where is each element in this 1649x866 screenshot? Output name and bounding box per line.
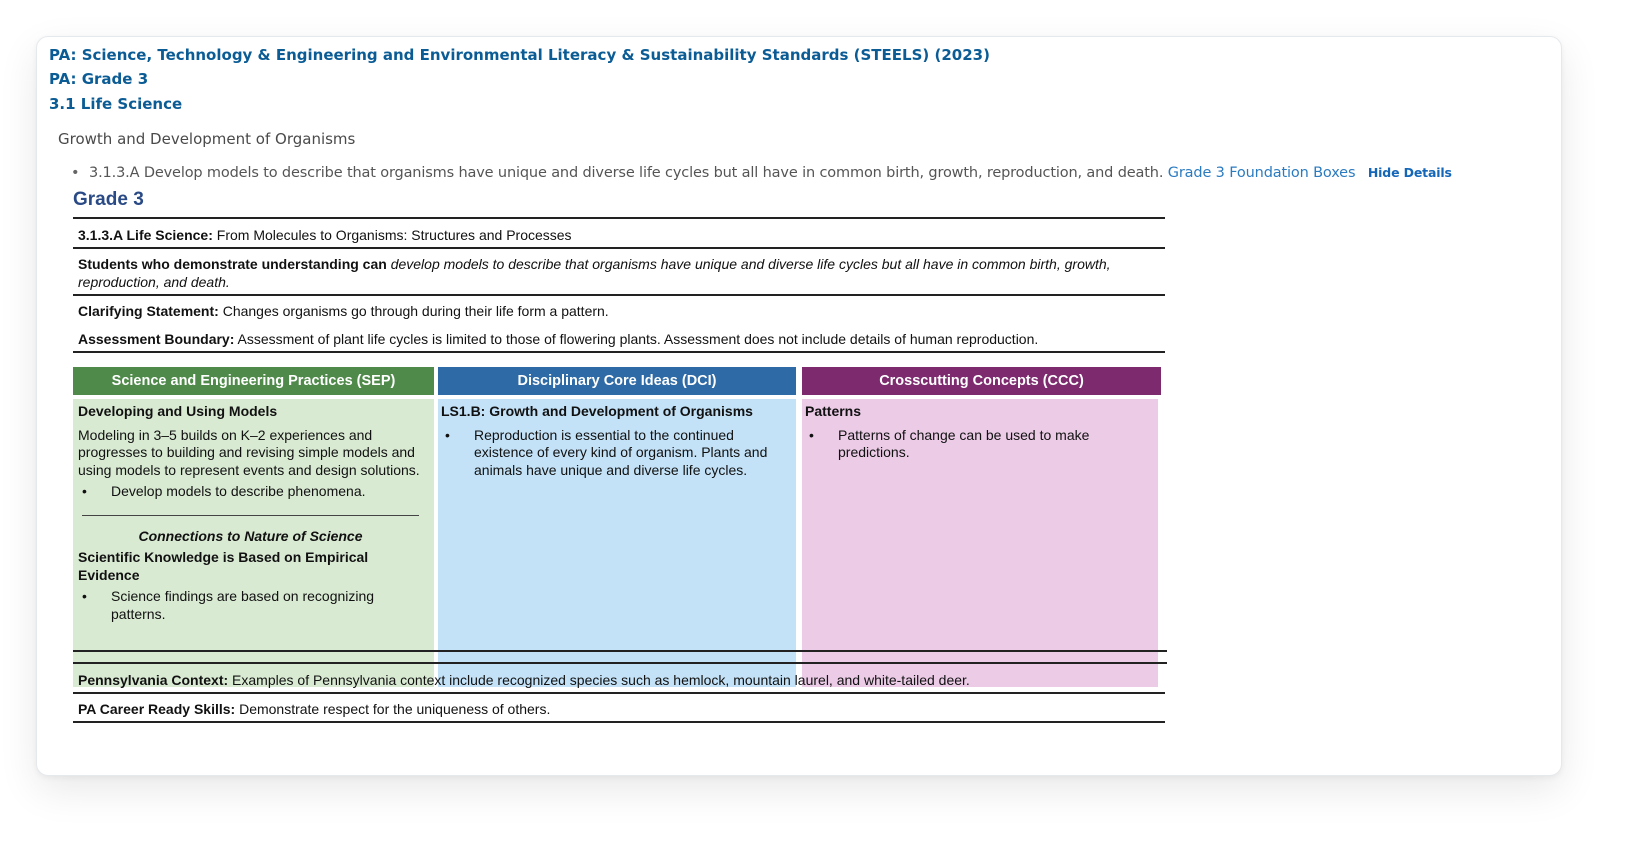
- sep-bullet: • Develop models to describe phenomena.: [78, 483, 423, 501]
- divider: [73, 650, 1167, 652]
- boundary-text: Assessment of plant life cycles is limited to those of flowering plants. Assessment does not include details of human reproduction.: [237, 331, 1039, 347]
- career-label: PA Career Ready Skills:: [78, 701, 236, 717]
- standard-item: [71, 165, 1452, 181]
- career-ready-skills: [78, 700, 1168, 718]
- sep-title: Developing and Using Models: [78, 403, 278, 419]
- ccc-title: Patterns: [805, 403, 862, 419]
- students-label: Students who demonstrate understanding can: [78, 256, 387, 272]
- divider: [82, 515, 419, 516]
- bullet-icon: •: [71, 165, 80, 181]
- standard-code-desc: From Molecules to Organisms: Structures and Processes: [216, 227, 572, 243]
- dci-bullet: • Reproduction is essential to the continued existence of every kind of organism. Plants and animals have unique and diverse life cycles.: [441, 427, 793, 480]
- assessment-boundary: [78, 330, 1168, 348]
- clarifying-text: Changes organisms go through during their life form a pattern.: [222, 303, 609, 319]
- pa-context: [78, 671, 1168, 689]
- standard-code-row: [78, 226, 1158, 244]
- standard-code-label: 3.1.3.A Life Science:: [78, 227, 213, 243]
- boundary-label: Assessment Boundary:: [78, 331, 235, 347]
- context-label: Pennsylvania Context:: [78, 672, 229, 688]
- standard-card: [36, 36, 1562, 776]
- sep-body: Modeling in 3–5 builds on K–2 experiences and progresses to building and revising simple models and using models to represent events and design solutions.: [78, 426, 420, 478]
- standard-text: 3.1.3.A Develop models to describe that organisms have unique and diverse life cycles but all have in common birth, growth, reproduction, and death.: [89, 165, 1164, 181]
- divider: [73, 721, 1165, 723]
- dci-column: [438, 399, 796, 687]
- ccc-column: [802, 399, 1158, 687]
- dci-title: LS1.B: Growth and Development of Organisms: [441, 403, 753, 419]
- context-text: Examples of Pennsylvania context include recognized species such as hemlock, mountain laurel, and white-tailed deer.: [232, 672, 970, 688]
- students-text: develop models to describe that organisms have unique and diverse life cycles but all have in common birth, growth, reproduction, and death.: [78, 256, 1111, 290]
- sep-column: [73, 399, 434, 687]
- breadcrumb-life-science[interactable]: 3.1 Life Science: [49, 95, 183, 113]
- grade-title: Grade 3: [73, 189, 144, 210]
- divider: [73, 692, 1165, 694]
- foundation-boxes-link[interactable]: Grade 3 Foundation Boxes: [1167, 165, 1356, 181]
- dci-header: Disciplinary Core Ideas (DCI): [438, 367, 796, 395]
- breadcrumb-grade-3[interactable]: PA: Grade 3: [49, 70, 149, 88]
- clarifying-statement: [78, 302, 1158, 320]
- divider: [73, 351, 1165, 353]
- clarifying-label: Clarifying Statement:: [78, 303, 219, 319]
- ccc-header: Crosscutting Concepts (CCC): [802, 367, 1161, 395]
- breadcrumb-steels[interactable]: PA: Science, Technology & Engineering and Environmental Literacy & Sustainability Standards (STEELS) (2023): [49, 46, 990, 64]
- sep-header: Science and Engineering Practices (SEP): [73, 367, 434, 395]
- nos-subtitle: Scientific Knowledge is Based on Empirical Evidence: [78, 549, 369, 583]
- nos-bullet: • Science findings are based on recognizing patterns.: [78, 588, 423, 623]
- divider: [73, 294, 1165, 296]
- section-heading: Growth and Development of Organisms: [58, 130, 356, 148]
- students-statement: [78, 255, 1158, 291]
- ccc-bullet: • Patterns of change can be used to make predictions.: [805, 427, 1145, 462]
- hide-details-button[interactable]: Hide Details: [1367, 165, 1452, 180]
- divider: [73, 247, 1165, 249]
- divider: [73, 217, 1165, 219]
- divider: [73, 662, 1167, 664]
- career-text: Demonstrate respect for the uniqueness of others.: [239, 701, 551, 717]
- nos-title: Connections to Nature of Science: [138, 527, 363, 544]
